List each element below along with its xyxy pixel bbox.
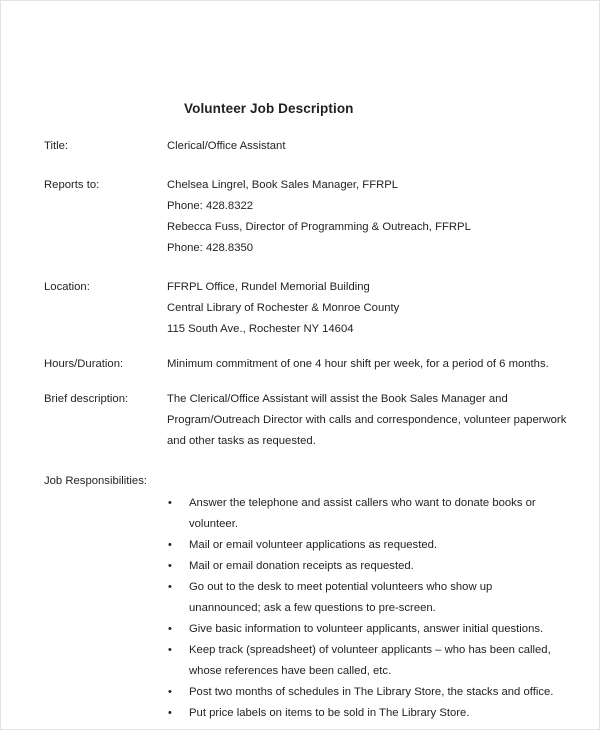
field-value-line: Phone: 428.8350 xyxy=(167,242,254,254)
bullet-icon: • xyxy=(168,560,172,572)
field-row xyxy=(44,354,569,375)
field-value-line: FFRPL Office, Rundel Memorial Building xyxy=(167,281,370,293)
field-value xyxy=(167,175,569,259)
list-item-text: Keep track (spreadsheet) of volunteer applicants – who has been called, whose references have been called, etc. xyxy=(189,644,551,677)
field-value-line: Minimum commitment of one 4 hour shift per week, for a period of 6 months. xyxy=(167,358,549,370)
list-item-text: Mail or email donation receipts as requested. xyxy=(189,560,414,572)
list-item xyxy=(168,703,561,724)
list-item-text: Post two months of schedules in The Library Store, the stacks and office. xyxy=(189,686,554,698)
field-row xyxy=(44,175,569,259)
bullet-icon: • xyxy=(168,686,172,698)
field-value-line: The Clerical/Office Assistant will assist the Book Sales Manager and Program/Outreach Director with calls and correspondence, volunteer paperwork and other tasks as requested. xyxy=(167,393,567,447)
list-item xyxy=(168,619,561,640)
list-item xyxy=(168,493,561,535)
job-responsibilities-list xyxy=(44,493,569,724)
field-value-line: Central Library of Rochester & Monroe County xyxy=(167,302,400,314)
list-item-text: Put price labels on items to be sold in The Library Store. xyxy=(189,707,470,719)
field-value xyxy=(167,277,569,340)
bullet-icon: • xyxy=(168,644,172,656)
field-value-line: 115 South Ave., Rochester NY 14604 xyxy=(167,323,354,335)
bullet-icon: • xyxy=(168,539,172,551)
list-item xyxy=(168,577,561,619)
list-item xyxy=(168,535,561,556)
field-label: Title: xyxy=(44,140,69,152)
list-item xyxy=(168,640,561,682)
bullet-icon: • xyxy=(168,623,172,635)
field-row xyxy=(44,136,569,157)
field-label: Location: xyxy=(44,281,90,293)
field-value-line: Phone: 428.8322 xyxy=(167,200,254,212)
job-responsibilities-label: Job Responsibilities: xyxy=(44,475,147,487)
page-title: Volunteer Job Description xyxy=(184,101,354,116)
list-item-text: Answer the telephone and assist callers who want to donate books or volunteer. xyxy=(189,497,536,530)
field-value-line: Clerical/Office Assistant xyxy=(167,140,286,152)
field-list xyxy=(44,136,569,452)
bullet-icon: • xyxy=(168,497,172,509)
field-value xyxy=(167,136,569,157)
field-row xyxy=(44,389,569,452)
field-value xyxy=(167,389,569,452)
list-item xyxy=(168,556,561,577)
field-label: Brief description: xyxy=(44,393,129,405)
field-value-line: Rebecca Fuss, Director of Programming & Outreach, FFRPL xyxy=(167,221,471,233)
list-item-text: Go out to the desk to meet potential volunteers who show up unannounced; ask a few questions to pre-screen. xyxy=(189,581,493,614)
bullet-icon: • xyxy=(168,581,172,593)
bullet-icon: • xyxy=(168,707,172,719)
field-row xyxy=(44,277,569,340)
field-label: Reports to: xyxy=(44,179,100,191)
list-item xyxy=(168,682,561,703)
field-label: Hours/Duration: xyxy=(44,358,124,370)
document-body xyxy=(1,1,599,724)
field-value xyxy=(167,354,569,375)
list-item-text: Give basic information to volunteer applicants, answer initial questions. xyxy=(189,623,544,635)
field-value-line: Chelsea Lingrel, Book Sales Manager, FFRPL xyxy=(167,179,399,191)
list-item-text: Mail or email volunteer applications as requested. xyxy=(189,539,438,551)
